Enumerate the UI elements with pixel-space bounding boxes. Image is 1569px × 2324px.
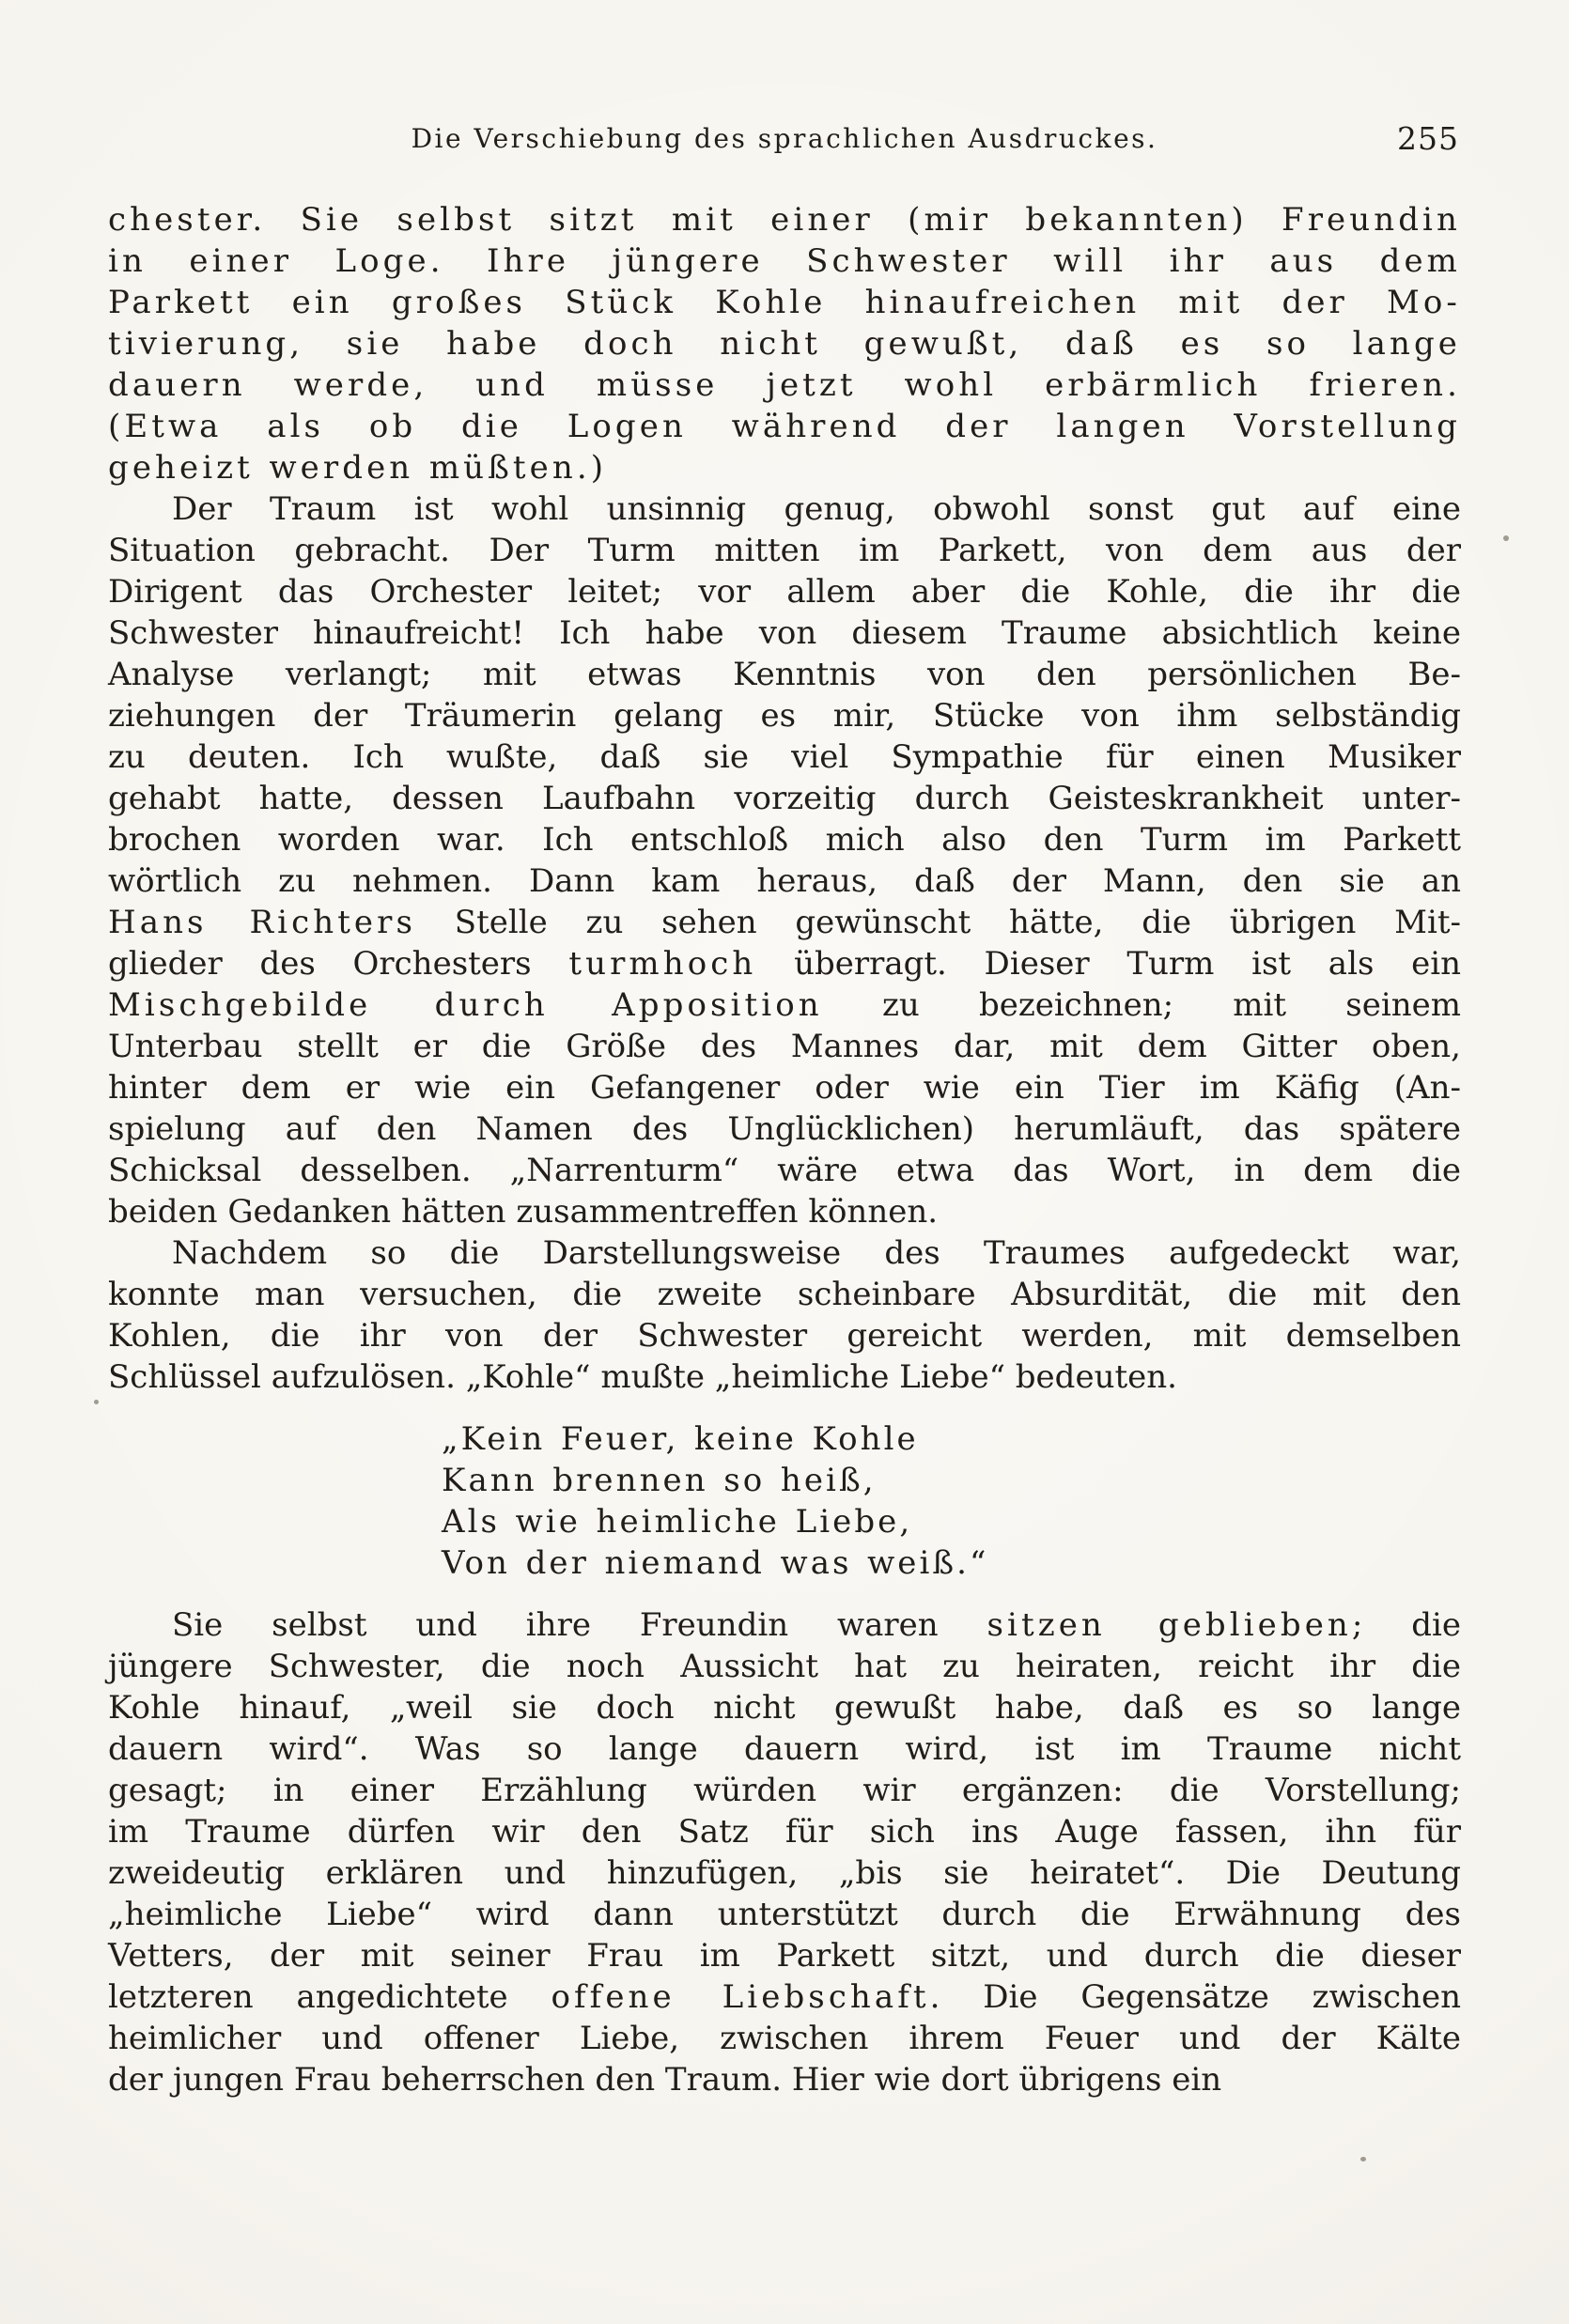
text-segment: Sie selbst und ihre Freundin waren [172,1606,987,1644]
text-line: tivierung, sie habe doch nicht gewußt, daß es so lange [108,325,1461,363]
text-line: Als wie heimliche Liebe, [442,1503,913,1541]
text-line: gesagt; in einer Erzählung würden wir ergänzen: die Vorstellung; [108,1772,1461,1809]
text-line: Der Traum ist wohl unsinnig genug, obwohl sonst gut auf eine [172,490,1461,528]
text-line: Parkett ein großes Stück Kohle hinaufreichen mit der Mo- [108,284,1461,321]
verse-block [442,1418,1461,1584]
text-line: im Traume dürfen wir den Satz für sich ins Auge fassen, ihn für [108,1813,1461,1851]
text-line [108,1604,1461,1646]
text-line: Unterbau stellt er die Größe des Mannes dar, mit dem Gitter oben, [108,1028,1461,1065]
text-line: „Kein Feuer, keine Kohle [442,1420,919,1458]
text-line: Dirigent das Orchester leitet; vor allem aber die Kohle, die ihr die [108,573,1461,611]
text-line: „heimliche Liebe“ wird dann unterstützt durch die Erwähnung des [108,1896,1461,1933]
text-line: zu deuten. Ich wußte, daß sie viel Sympathie für einen Musiker [108,738,1461,776]
text-line: dauern werde, und müsse jetzt wohl erbärmlich frieren. [108,366,1461,404]
text-line [108,902,1461,943]
text-line: Von der niemand was weiß.“ [442,1544,989,1582]
text-line: in einer Loge. Ihre jüngere Schwester will ihr aus dem [108,242,1461,280]
text-line: gehabt hatte, dessen Laufbahn vorzeitig durch Geisteskrankheit unter- [108,780,1461,817]
scan-speck [94,1400,99,1404]
spaced-emphasis: Hans Richters [108,904,416,941]
text-line: brochen worden war. Ich entschloß mich also den Turm im Parkett [108,821,1461,859]
text-line [108,1976,1461,2018]
paragraph [108,488,1461,1232]
text-segment: letzteren angedichtete [108,1978,551,2016]
text-line: Kohle hinauf, „weil sie doch nicht gewußt habe, daß es so lange [108,1689,1461,1727]
text-line: beiden Gedanken hätten zusammentreffen können. [108,1193,939,1231]
text-line: Schwester hinaufreicht! Ich habe von diesem Traume absichtlich keine [108,614,1461,652]
text-segment: überragt. Dieser Turm ist als ein [756,945,1461,983]
text-line: Schicksal desselben. „Narrenturm“ wäre etwa das Wort, in dem die [108,1152,1461,1189]
text-line: dauern wird“. Was so lange dauern wird, ist im Traume nicht [108,1730,1461,1768]
running-title: Die Verschiebung des sprachlichen Ausdruckes. [411,123,1158,154]
text-segment: . Die Gegensätze zwischen [929,1978,1461,2016]
text-segment: Stelle zu sehen gewünscht hätte, die übrigen Mit- [416,904,1461,941]
page-text [108,199,1461,2100]
spaced-emphasis: turmhoch [568,945,757,983]
text-line: Nachdem so die Darstellungsweise des Traumes aufgedeckt war, [172,1234,1461,1272]
scan-speck [1503,535,1509,541]
text-line: Schlüssel aufzulösen. „Kohle“ mußte „heimliche Liebe“ bedeuten. [108,1358,1177,1396]
text-segment: glieder des Orchesters [108,945,569,983]
spaced-emphasis: Mischgebilde durch Apposition [108,986,823,1024]
text-line: spielung auf den Namen des Unglücklichen) herumläuft, das spätere [108,1110,1461,1148]
text-line: der jungen Frau beherrschen den Traum. Hier wie dort übrigens ein [108,2061,1222,2099]
text-line: Kohlen, die ihr von der Schwester gereicht werden, mit demselben [108,1317,1461,1355]
text-line: konnte man versuchen, die zweite scheinbare Absurdität, die mit den [108,1276,1461,1313]
text-line: chester. Sie selbst sitzt mit einer (mir bekannten) Freundin [108,201,1461,239]
text-line: Analyse verlangt; mit etwas Kenntnis von den persönlichen Be- [108,656,1461,693]
text-line: wörtlich zu nehmen. Dann kam heraus, daß der Mann, den sie an [108,862,1461,900]
paragraph [108,199,1461,488]
running-header [108,120,1461,158]
page-number: 255 [1397,120,1459,157]
text-segment: zu bezeichnen; mit seinem [822,986,1461,1024]
text-line [108,943,1461,984]
text-line: ziehungen der Träumerin gelang es mir, Stücke von ihm selbständig [108,697,1461,735]
text-line: geheizt werden müßten.) [108,449,608,487]
text-line: heimlicher und offener Liebe, zwischen ihrem Feuer und der Kälte [108,2020,1461,2057]
text-line: zweideutig erklären und hinzufügen, „bis sie heiratet“. Die Deutung [108,1854,1461,1892]
text-line: hinter dem er wie ein Gefangener oder wie ein Tier im Käfig (An- [108,1069,1461,1107]
text-line [108,984,1461,1026]
text-line: (Etwa als ob die Logen während der langen Vorstellung [108,408,1461,445]
text-line: jüngere Schwester, die noch Aussicht hat zu heiraten, reicht ihr die [108,1648,1461,1685]
text-line: Kann brennen so heiß, [442,1462,877,1499]
paragraph [108,1604,1461,2100]
text-segment: ; die [1351,1606,1461,1644]
spaced-emphasis: sitzen geblieben [986,1606,1352,1644]
text-line: Situation gebracht. Der Turm mitten im Parkett, von dem aus der [108,532,1461,569]
paragraph [108,1232,1461,1398]
text-line: Vetters, der mit seiner Frau im Parkett sitzt, und durch die dieser [108,1937,1461,1975]
spaced-emphasis: offene Liebschaft [551,1978,930,2016]
scan-speck [1360,2157,1366,2161]
